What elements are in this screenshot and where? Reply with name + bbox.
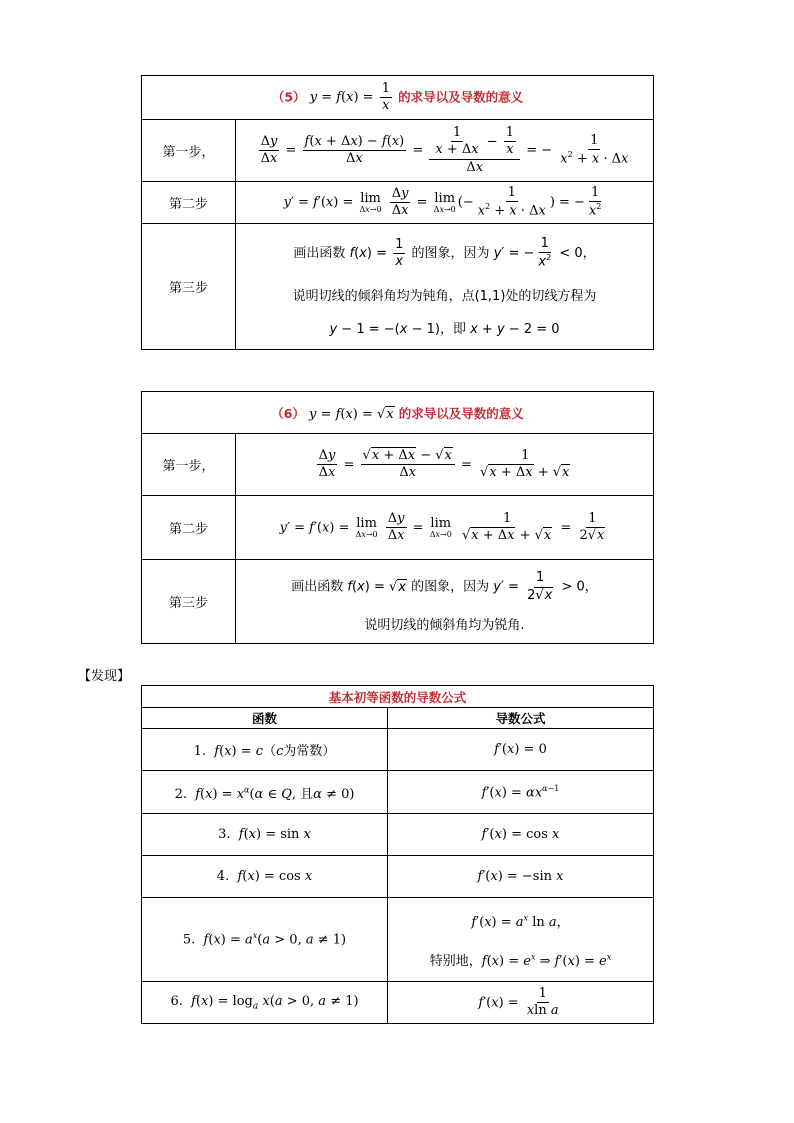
formula-table-title: 基本初等函数的导数公式 xyxy=(142,686,654,708)
formula-row6-function: 6. $f(x) = \log_a x(a > 0$, a ≠ 1) xyxy=(142,982,388,1024)
table6-step2-label: 第二步 xyxy=(142,496,236,560)
table-derivative-sqrt xyxy=(141,391,654,644)
table-derivative-reciprocal xyxy=(141,75,654,350)
formula-row4-derivative: f′(x) = −sin x xyxy=(388,856,654,898)
formula-row6-derivative: f′(x) = $\frac{1}{\text{xln a}}$ xyxy=(388,982,654,1024)
table5-step3-label: 第三步 xyxy=(142,224,236,350)
table5-title: （5） y = f(x) = $\frac{1}{x}$ 的求导以及导数的意义 xyxy=(142,76,654,120)
table5-step2-label: 第二步 xyxy=(142,182,236,224)
table5-step2-formula: y′ = f′(x) = lim Δx→0 $\frac{\Delta y}{\Delta x}$ = lim Δx→0 (− $\frac{1}{x^2 + x \cdot \Delta x}$ ) = − $\frac{1}{x^2}$ xyxy=(236,182,654,224)
formula-col-derivative: 导数公式 xyxy=(388,708,654,729)
formula-row5-function: 5. $f(x) = a^x(a > 0$, a ≠ 1) xyxy=(142,898,388,982)
formula-row3-function: 3. f(x) = sin x xyxy=(142,814,388,856)
formula-row1-function: 1. f(x) = c（c为常数） xyxy=(142,729,388,771)
formula-row3-derivative: f′(x) = cos x xyxy=(388,814,654,856)
table6-step2-formula: y′ = f′(x) = lim Δx→0 $\frac{\Delta y}{\Delta x}$ = lim Δx→0 $\frac{1}{√x + \Delta x + √x}$ = $\frac{1}{2√x}$ xyxy=(236,496,654,560)
formula-row1-derivative: f′(x) = 0 xyxy=(388,729,654,771)
table6-step3-content: 画出函数 f(x) = √x 的图象，因为 y′ = $\frac{1}{2√x}$ > 0， 说明切线的倾斜角均为锐角. xyxy=(236,560,654,644)
formula-col-function: 函数 xyxy=(142,708,388,729)
section-heading-discovery: 【发现】 xyxy=(78,669,131,684)
table6-step1-label: 第一步， xyxy=(142,434,236,496)
formula-row5-derivative: $f'(x) = a^x$ ln a， 特别地，$f(x) = e^x$ ⇒ $f'(x) = e^x$ xyxy=(388,898,654,982)
table5-step1-formula: $\frac{\Delta y}{\Delta x}$ = $\frac{f(x + \Delta x) - f(x)}{\Delta x}$ = $\frac{1}{x + \Delta x}$ − $\frac{1}{x}$ Δx = − $\frac{1}{x^2 + x \cdot \Delta x}$ xyxy=(236,120,654,182)
table6-step1-formula: $\frac{\Delta y}{\Delta x}$ = $\frac{√x + \Delta x - √x}{\Delta x}$ = $\frac{1}{√x + \Delta x + √x}$ xyxy=(236,434,654,496)
formula-row2-derivative: $f'(x) = \alpha x^{\alpha-1}$ xyxy=(388,771,654,814)
table6-step3-label: 第三步 xyxy=(142,560,236,644)
formula-row2-function: 2. $f(x) = x^\alpha(\alpha$ ∈ Q, 且α ≠ 0) xyxy=(142,771,388,814)
table5-step1-label: 第一步， xyxy=(142,120,236,182)
formula-table xyxy=(141,685,654,1024)
table5-step3-content: 画出函数 f(x) = $\frac{1}{x}$ 的图象，因为 y′ = − $\frac{1}{x^2}$ < 0， 说明切线的倾斜角均为钝角，点(1,1)处的切线方程为 y − 1 = −(x − 1)，即 x + y − 2 = 0 xyxy=(236,224,654,350)
formula-row4-function: 4. f(x) = cos x xyxy=(142,856,388,898)
table6-title: （6） y = f(x) = √x 的求导以及导数的意义 xyxy=(142,392,654,434)
